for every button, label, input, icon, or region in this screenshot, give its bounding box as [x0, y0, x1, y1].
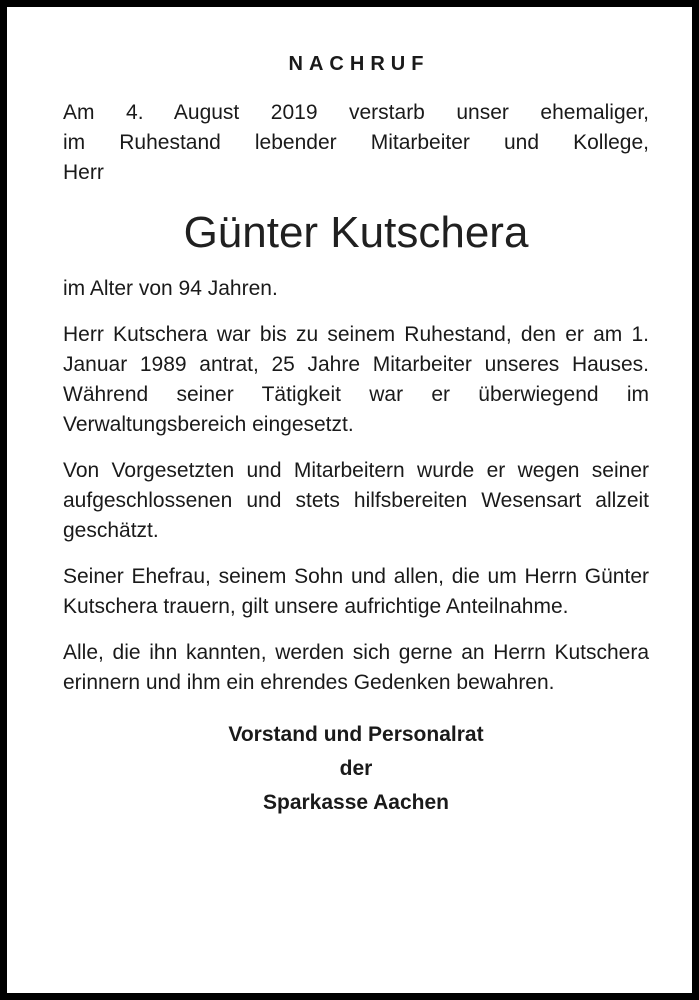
intro-paragraph: [63, 98, 649, 188]
paragraph-remembrance: Alle, die ihn kannten, werden sich gerne an Herrn Kutschera erinnern und ihm ein ehrendes Gedenken bewahren.: [63, 641, 649, 694]
deceased-name: Günter Kutschera: [183, 208, 529, 257]
paragraph-condolence: Seiner Ehefrau, seinem Sohn und allen, die um Herrn Günter Kutschera trauern, gilt unsere aufrichtige Anteilnahme.: [63, 565, 649, 618]
signature-block: [63, 718, 649, 820]
age-text: im Alter von 94 Jahren.: [63, 277, 278, 300]
paragraph-character: Von Vorgesetzten und Mitarbeitern wurde er wegen seiner aufgeschlossenen und stets hilfsbereiten Wesensart allzeit geschätzt.: [63, 459, 649, 542]
paragraph-career: Herr Kutschera war bis zu seinem Ruhestand, den er am 1. Januar 1989 antrat, 25 Jahre Mitarbeiter unseres Hauses. Während seiner Tätigkeit war er überwiegend im Verwaltungsbereich eingesetzt.: [63, 323, 649, 436]
signature-line-2: der: [339, 757, 373, 780]
obituary-content: [63, 53, 649, 820]
intro-line-1: Am 4. August 2019 verstarb unser ehemaliger,: [63, 101, 649, 124]
signature-line-1: Vorstand und Personalrat: [228, 723, 484, 746]
intro-line-3: Herr: [63, 161, 104, 184]
intro-line-2: im Ruhestand lebender Mitarbeiter und Kollege,: [63, 131, 649, 154]
obituary-heading: NACHRUF: [288, 53, 430, 75]
signature-line-3: Sparkasse Aachen: [263, 791, 449, 814]
